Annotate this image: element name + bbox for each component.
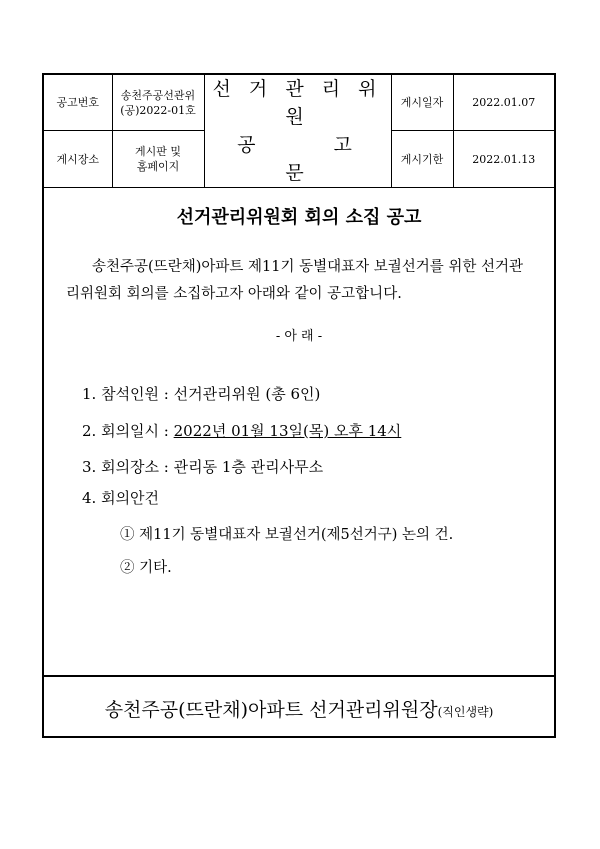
- notice-title: [204, 75, 391, 188]
- item-place: [82, 456, 323, 477]
- document-headline: 선거관리위원회 회의 소집 공고: [176, 207, 422, 228]
- item-attendees: [82, 383, 320, 404]
- item-datetime: [82, 420, 401, 441]
- footer-issuer: [44, 695, 554, 722]
- title-line1: 선 거 관 리 위 원: [212, 78, 383, 128]
- item-value: 관리동 1층 관리사무소: [173, 458, 324, 476]
- notice-frame: [42, 73, 556, 738]
- posted-date-label: 게시일자: [391, 75, 453, 131]
- deadline-label: 게시기한: [391, 131, 453, 188]
- place-line1: 게시판 및: [134, 145, 181, 159]
- footer-divider: [44, 675, 554, 677]
- posted-date-value: 2022.01.07: [453, 75, 554, 131]
- item-label: 1. 참석인원 :: [82, 385, 174, 403]
- notice-no-value: [112, 75, 204, 131]
- seal-note: (직인생략): [437, 705, 494, 719]
- item-value: 2022년 01월 13일(목) 오후 14시: [173, 422, 402, 440]
- item-label: 2. 회의일시 :: [82, 422, 174, 440]
- place-label: 게시장소: [44, 131, 112, 188]
- place-value: [112, 131, 204, 188]
- item-value: 선거관리위원 (총 6인): [173, 385, 321, 403]
- notice-no-label: 공고번호: [44, 75, 112, 131]
- place-line2: 홈페이지: [136, 160, 180, 174]
- item-label: 3. 회의장소 :: [82, 458, 174, 476]
- notice-no-line2: (공)2022-01호: [120, 103, 196, 117]
- intro-paragraph: 송천주공(뜨란채)아파트 제11기 동별대표자 보궐선거를 위한 선거관리위원회 회의를 소집하고자 아래와 같이 공고합니다.: [66, 259, 523, 302]
- item-agenda: [82, 487, 159, 508]
- agenda-item-2: ② 기타.: [120, 560, 172, 576]
- title-line2: 공 고 문: [237, 134, 388, 184]
- arae-separator: - 아 래 -: [275, 329, 323, 344]
- agenda-item-1: ① 제11기 동별대표자 보궐선거(제5선거구) 논의 건.: [120, 527, 454, 543]
- item-label: 4. 회의안건: [82, 489, 160, 507]
- notice-no-line1: 송천주공선관위: [120, 88, 196, 102]
- deadline-value: 2022.01.13: [453, 131, 554, 188]
- issuer-name: 송천주공(뜨란채)아파트 선거관리위원장: [104, 699, 438, 721]
- header-table: [44, 75, 554, 188]
